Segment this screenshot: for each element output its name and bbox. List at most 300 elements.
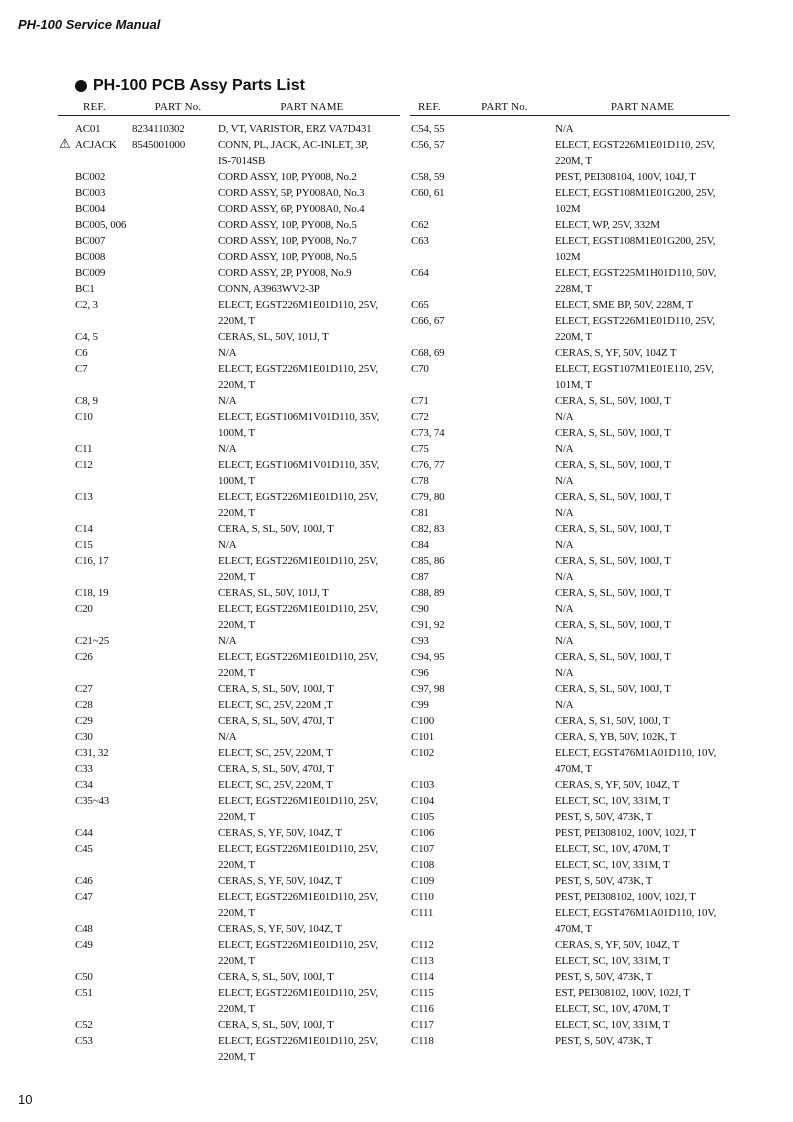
- cell-part-name: 220M, T: [218, 619, 255, 631]
- parts-table-right: [410, 99, 730, 1049]
- cell-ref: C85, 86: [411, 555, 445, 567]
- table-row: [410, 953, 730, 969]
- cell-part-name: N/A: [555, 571, 574, 583]
- table-row: [410, 585, 730, 601]
- table-row: [58, 729, 400, 745]
- cell-ref: [410, 201, 555, 217]
- cell-part-name: CORD ASSY, 10P, PY008, No.2: [218, 171, 357, 183]
- cell-part-name: CERA, S, SL, 50V, 100J, T: [555, 395, 671, 407]
- cell-ref: C96: [411, 667, 429, 679]
- cell-part-name: N/A: [555, 667, 574, 679]
- cell-part-no: [132, 425, 218, 441]
- header-part-name: PART NAME: [280, 101, 344, 113]
- cell-part-name: PEST, S, 50V, 473K, T: [555, 971, 653, 983]
- cell-part-no: [132, 329, 218, 345]
- cell-part-name: 220M, T: [218, 571, 255, 583]
- table-row: [410, 345, 730, 361]
- cell-part-name: CORD ASSY, 5P, PY008A0, No.3: [218, 187, 365, 199]
- table-row: [58, 969, 400, 985]
- cell-part-no: [132, 633, 218, 649]
- cell-ref: C65: [411, 299, 429, 311]
- cell-ref: C88, 89: [411, 587, 445, 599]
- cell-ref: C81: [411, 507, 429, 519]
- cell-part-no: [132, 601, 218, 617]
- cell-part-name: PEST, S, 50V, 473K, T: [555, 1035, 653, 1047]
- cell-ref: C113: [411, 955, 434, 967]
- cell-part-name: 220M, T: [218, 379, 255, 391]
- table-header: [410, 99, 730, 116]
- cell-part-name: PEST, PEI308102, 100V, 102J, T: [555, 891, 696, 903]
- cell-ref: [58, 617, 132, 633]
- cell-ref: [58, 377, 132, 393]
- cell-ref: C100: [411, 715, 435, 727]
- cell-part-no: [132, 553, 218, 569]
- table-row: [410, 665, 730, 681]
- cell-ref: C115: [411, 987, 434, 999]
- table-row: [410, 329, 730, 345]
- cell-part-no: [132, 649, 218, 665]
- table-row: [58, 329, 400, 345]
- table-body-right: [410, 116, 730, 1049]
- cell-ref: C53: [75, 1035, 93, 1047]
- cell-ref: C109: [411, 875, 435, 887]
- table-body-left: [58, 116, 400, 1065]
- cell-ref: C76, 77: [411, 459, 445, 471]
- table-row: [58, 537, 400, 553]
- cell-part-name: N/A: [555, 539, 574, 551]
- cell-ref: C44: [75, 827, 93, 839]
- cell-part-name: ELECT, EGST226M1E01D110, 25V,: [218, 651, 378, 663]
- cell-part-name: ELECT, SC, 10V, 470M, T: [555, 1003, 670, 1015]
- cell-ref: C50: [75, 971, 93, 983]
- cell-part-no: [132, 729, 218, 745]
- cell-part-name: N/A: [218, 635, 237, 647]
- cell-ref: C8, 9: [75, 395, 98, 407]
- cell-ref: C104: [411, 795, 435, 807]
- header-ref: REF.: [418, 101, 441, 113]
- table-row: [58, 393, 400, 409]
- cell-part-name: ELECT, SC, 10V, 331M, T: [555, 859, 670, 871]
- cell-part-no: [132, 1017, 218, 1033]
- table-row: [410, 185, 730, 201]
- cell-part-name: 470M, T: [555, 763, 592, 775]
- cell-part-name: CERAS, S, YF, 50V, 104Z, T: [218, 923, 342, 935]
- warning-icon: ⚠: [59, 137, 71, 152]
- table-row: [410, 761, 730, 777]
- cell-part-name: ELECT, EGST226M1E01D110, 25V,: [218, 795, 378, 807]
- cell-part-name: N/A: [555, 603, 574, 615]
- cell-part-name: 100M, T: [218, 427, 255, 439]
- cell-part-no: [132, 457, 218, 473]
- cell-ref: C62: [411, 219, 429, 231]
- table-row: [58, 473, 400, 489]
- cell-part-name: ELECT, EGST226M1E01D110, 25V,: [218, 939, 378, 951]
- cell-part-name: ELECT, EGST476M1A01D110, 10V,: [555, 907, 717, 919]
- bullet-icon: [75, 80, 87, 92]
- cell-part-no: 8234110302: [132, 123, 185, 135]
- cell-part-name: CERA, S, SL, 50V, 470J, T: [218, 715, 334, 727]
- cell-part-name: 220M, T: [218, 507, 255, 519]
- cell-ref: BC007: [75, 235, 106, 247]
- cell-ref: BC003: [75, 187, 106, 199]
- cell-part-no: [132, 873, 218, 889]
- cell-part-name: CERAS, S, YF, 50V, 104Z, T: [555, 939, 679, 951]
- table-row: [410, 553, 730, 569]
- table-row: [58, 873, 400, 889]
- cell-ref: C63: [411, 235, 429, 247]
- cell-part-name: D, VT, VARISTOR, ERZ VA7D431: [218, 123, 372, 135]
- table-row: [410, 409, 730, 425]
- cell-part-no: [132, 521, 218, 537]
- cell-part-no: 8545001000: [132, 139, 186, 151]
- cell-part-name: N/A: [555, 411, 574, 423]
- table-row: [58, 905, 400, 921]
- cell-part-name: 220M, T: [218, 315, 255, 327]
- cell-ref: C16, 17: [75, 555, 109, 567]
- cell-part-name: 102M: [555, 251, 581, 263]
- cell-part-name: N/A: [218, 731, 237, 743]
- cell-ref: C11: [75, 443, 93, 455]
- table-row: [410, 569, 730, 585]
- cell-part-name: 220M, T: [555, 155, 592, 167]
- table-row: [410, 537, 730, 553]
- cell-ref: C29: [75, 715, 93, 727]
- cell-part-no: [132, 217, 218, 233]
- cell-part-no: [132, 537, 218, 553]
- cell-part-name: ELECT, EGST226M1E01D110, 25V,: [218, 1035, 378, 1047]
- table-row: [58, 265, 400, 281]
- table-row: [58, 841, 400, 857]
- header-part-name: PART NAME: [610, 101, 675, 113]
- cell-ref: C73, 74: [411, 427, 445, 439]
- cell-ref: C102: [411, 747, 435, 759]
- table-row: [410, 201, 730, 217]
- cell-part-name: ELECT, EGST226M1E01D110, 25V,: [555, 315, 715, 327]
- table-row: [58, 857, 400, 873]
- cell-part-name: N/A: [555, 443, 574, 455]
- cell-ref: C51: [75, 987, 93, 999]
- cell-part-no: [132, 937, 218, 953]
- section-title: [75, 77, 305, 95]
- cell-ref: AC01: [75, 123, 101, 135]
- cell-ref: [58, 1001, 132, 1017]
- table-row: [410, 841, 730, 857]
- cell-ref: C101: [411, 731, 435, 743]
- cell-part-name: 220M, T: [555, 331, 592, 343]
- table-row: [58, 137, 400, 153]
- cell-ref: [410, 249, 555, 265]
- cell-part-name: 220M, T: [218, 907, 255, 919]
- table-row: [58, 777, 400, 793]
- cell-part-name: CERAS, S, YF, 50V, 104Z T: [555, 347, 677, 359]
- cell-part-name: ELECT, EGST107M1E01E110, 25V,: [555, 363, 714, 375]
- cell-part-name: ELECT, EGST226M1E01D110, 25V,: [218, 891, 378, 903]
- table-row: [58, 921, 400, 937]
- cell-part-name: 220M, T: [218, 811, 255, 823]
- cell-ref: C14: [75, 523, 93, 535]
- cell-part-name: CERA, S, SL, 50V, 100J, T: [555, 459, 671, 471]
- cell-ref: [58, 953, 132, 969]
- cell-part-name: ELECT, EGST108M1E01G200, 25V,: [555, 235, 716, 247]
- cell-part-name: CERA, S, SL, 50V, 100J, T: [555, 619, 671, 631]
- table-row: [410, 249, 730, 265]
- cell-part-name: CERA, S, S1, 50V, 100J, T: [555, 715, 670, 727]
- cell-part-no: [132, 569, 218, 585]
- cell-part-name: ELECT, EGST476M1A01D110, 10V,: [555, 747, 717, 759]
- table-row: [58, 713, 400, 729]
- cell-ref: C87: [411, 571, 429, 583]
- header-part-no: PART No.: [481, 101, 528, 113]
- cell-part-name: 220M, T: [218, 667, 255, 679]
- cell-ref: ACJACK: [75, 139, 117, 151]
- cell-ref: C110: [411, 891, 434, 903]
- cell-part-name: CERA, S, SL, 50V, 100J, T: [555, 683, 671, 695]
- cell-part-no: [132, 617, 218, 633]
- table-row: [58, 345, 400, 361]
- cell-part-name: ELECT, SC, 10V, 470M, T: [555, 843, 670, 855]
- cell-ref: C15: [75, 539, 93, 551]
- cell-part-no: [132, 377, 218, 393]
- cell-ref: [58, 665, 132, 681]
- cell-part-name: N/A: [555, 635, 574, 647]
- cell-ref: C94, 95: [411, 651, 445, 663]
- cell-part-name: ELECT, SC, 10V, 331M, T: [555, 1019, 670, 1031]
- cell-part-no: [132, 921, 218, 937]
- table-row: [410, 393, 730, 409]
- cell-ref: [410, 281, 555, 297]
- table-row: [410, 985, 730, 1001]
- cell-ref: C105: [411, 811, 435, 823]
- table-row: [410, 777, 730, 793]
- cell-ref: C58, 59: [411, 171, 445, 183]
- table-row: [410, 137, 730, 153]
- cell-ref: C112: [411, 939, 434, 951]
- cell-part-no: [132, 409, 218, 425]
- cell-part-name: CORD ASSY, 10P, PY008, No.5: [218, 251, 357, 263]
- table-row: [58, 1017, 400, 1033]
- cell-part-name: ELECT, EGST106M1V01D110, 35V,: [218, 411, 380, 423]
- cell-part-no: [132, 1033, 218, 1049]
- table-row: [58, 1033, 400, 1049]
- cell-ref: C49: [75, 939, 93, 951]
- table-row: [58, 249, 400, 265]
- cell-part-name: ELECT, EGST226M1E01D110, 25V,: [218, 363, 378, 375]
- cell-part-no: [132, 761, 218, 777]
- cell-ref: BC004: [75, 203, 106, 215]
- table-row: [410, 617, 730, 633]
- header-ref: REF.: [83, 101, 106, 113]
- cell-part-no: [132, 201, 218, 217]
- cell-part-name: CORD ASSY, 6P, PY008A0, No.4: [218, 203, 365, 215]
- cell-part-name: EST, PEI308102, 100V, 102J, T: [555, 987, 690, 999]
- cell-part-no: [132, 1001, 218, 1017]
- cell-part-name: ELECT, EGST106M1V01D110, 35V,: [218, 459, 380, 471]
- cell-ref: C106: [411, 827, 435, 839]
- cell-part-name: CORD ASSY, 10P, PY008, No.7: [218, 235, 357, 247]
- cell-part-name: CONN, PL, JACK, AC-INLET, 3P,: [218, 139, 369, 151]
- cell-ref: C71: [411, 395, 429, 407]
- cell-part-name: CERAS, S, YF, 50V, 104Z, T: [218, 875, 342, 887]
- cell-part-name: CERA, S, SL, 50V, 100J, T: [555, 651, 671, 663]
- table-row: [58, 505, 400, 521]
- table-row: [410, 681, 730, 697]
- table-row: [58, 185, 400, 201]
- cell-part-name: PEST, S, 50V, 473K, T: [555, 811, 653, 823]
- table-row: [410, 121, 730, 137]
- cell-ref: [58, 809, 132, 825]
- cell-ref: BC1: [75, 283, 95, 295]
- cell-part-name: ELECT, SME BP, 50V, 228M, T: [555, 299, 693, 311]
- table-row: [58, 649, 400, 665]
- table-row: [58, 233, 400, 249]
- cell-ref: C28: [75, 699, 93, 711]
- cell-part-name: ELECT, EGST226M1E01D110, 25V,: [218, 987, 378, 999]
- cell-ref: C45: [75, 843, 93, 855]
- table-row: [410, 1033, 730, 1049]
- cell-part-no: [132, 505, 218, 521]
- cell-part-no: [132, 841, 218, 857]
- cell-ref: C18, 19: [75, 587, 109, 599]
- cell-part-no: [132, 1049, 218, 1065]
- table-row: [410, 425, 730, 441]
- cell-part-no: [132, 665, 218, 681]
- table-row: [410, 809, 730, 825]
- cell-part-no: [132, 889, 218, 905]
- cell-ref: C31, 32: [75, 747, 109, 759]
- table-row: [410, 1001, 730, 1017]
- table-row: [410, 793, 730, 809]
- table-row: [58, 745, 400, 761]
- section-title-text: PH-100 PCB Assy Parts List: [93, 77, 305, 94]
- table-row: [58, 697, 400, 713]
- running-header: PH-100 Service Manual: [18, 17, 161, 32]
- cell-part-no: [132, 185, 218, 201]
- cell-part-no: [132, 297, 218, 313]
- table-row: [410, 921, 730, 937]
- table-row: [58, 601, 400, 617]
- cell-ref: C34: [75, 779, 93, 791]
- cell-part-name: ELECT, SC, 25V, 220M ,T: [218, 699, 333, 711]
- cell-ref: [58, 505, 132, 521]
- cell-part-name: N/A: [555, 475, 574, 487]
- cell-part-name: CERA, S, SL, 50V, 100J, T: [555, 555, 671, 567]
- table-row: [58, 569, 400, 585]
- cell-part-name: ELECT, SC, 10V, 331M, T: [555, 955, 670, 967]
- cell-ref: C26: [75, 651, 93, 663]
- cell-ref: C64: [411, 267, 429, 279]
- cell-part-name: N/A: [218, 443, 237, 455]
- cell-ref: C91, 92: [411, 619, 445, 631]
- cell-part-name: N/A: [218, 539, 237, 551]
- cell-part-name: N/A: [555, 507, 574, 519]
- table-row: [410, 377, 730, 393]
- cell-ref: [58, 1049, 132, 1065]
- cell-ref: C27: [75, 683, 93, 695]
- cell-part-name: CERA, S, SL, 50V, 470J, T: [218, 763, 334, 775]
- table-row: [410, 521, 730, 537]
- table-row: [58, 985, 400, 1001]
- table-row: [58, 153, 400, 169]
- table-row: [410, 649, 730, 665]
- cell-part-name: CERA, S, SL, 50V, 100J, T: [555, 587, 671, 599]
- cell-ref: C60, 61: [411, 187, 445, 199]
- table-row: [410, 457, 730, 473]
- cell-part-name: PEST, PEI308102, 100V, 102J, T: [555, 827, 696, 839]
- cell-part-name: CERAS, S, YF, 50V, 104Z, T: [555, 779, 679, 791]
- cell-part-no: [132, 281, 218, 297]
- table-row: [58, 761, 400, 777]
- cell-part-name: CONN, A3963WV2-3P: [218, 283, 320, 295]
- cell-part-no: [132, 969, 218, 985]
- cell-ref: C54, 55: [411, 123, 445, 135]
- cell-ref: C107: [411, 843, 435, 855]
- table-row: [410, 889, 730, 905]
- cell-part-no: [132, 265, 218, 281]
- table-row: [58, 809, 400, 825]
- cell-part-name: CERAS, SL, 50V, 101J, T: [218, 587, 329, 599]
- cell-part-name: ELECT, EGST226M1E01D110, 25V,: [555, 139, 715, 151]
- cell-ref: [58, 425, 132, 441]
- table-row: [410, 505, 730, 521]
- cell-ref: C72: [411, 411, 429, 423]
- cell-part-name: N/A: [218, 395, 237, 407]
- table-row: [410, 697, 730, 713]
- cell-part-name: CORD ASSY, 2P, PY008, No.9: [218, 267, 352, 279]
- cell-ref: C75: [411, 443, 429, 455]
- cell-part-name: CERA, S, SL, 50V, 100J, T: [555, 523, 671, 535]
- cell-part-no: [132, 681, 218, 697]
- cell-part-name: N/A: [218, 347, 237, 359]
- table-row: [58, 1001, 400, 1017]
- cell-ref: C30: [75, 731, 93, 743]
- cell-part-name: CERA, S, SL, 50V, 100J, T: [218, 523, 334, 535]
- table-row: [58, 553, 400, 569]
- cell-ref: C111: [411, 907, 434, 919]
- cell-ref: C13: [75, 491, 93, 503]
- cell-part-name: 470M, T: [555, 923, 592, 935]
- cell-ref: BC008: [75, 251, 106, 263]
- cell-ref: [410, 153, 555, 169]
- table-row: [410, 297, 730, 313]
- cell-part-no: [132, 825, 218, 841]
- cell-ref: [58, 569, 132, 585]
- cell-part-name: 102M: [555, 203, 581, 215]
- table-row: [58, 217, 400, 233]
- cell-part-name: CERA, S, SL, 50V, 100J, T: [218, 1019, 334, 1031]
- table-row: [410, 745, 730, 761]
- cell-part-name: CERA, S, SL, 50V, 100J, T: [218, 971, 334, 983]
- table-row: [410, 265, 730, 281]
- cell-ref: BC002: [75, 171, 106, 183]
- cell-ref: [410, 761, 555, 777]
- cell-part-name: 220M, T: [218, 859, 255, 871]
- cell-part-no: [132, 361, 218, 377]
- cell-ref: C35~43: [75, 795, 110, 807]
- cell-ref: C114: [411, 971, 434, 983]
- cell-part-no: [132, 169, 218, 185]
- cell-ref: C78: [411, 475, 429, 487]
- cell-part-name: PEST, S, 50V, 473K, T: [555, 875, 653, 887]
- cell-ref: C90: [411, 603, 429, 615]
- table-row: [58, 313, 400, 329]
- cell-part-no: [132, 905, 218, 921]
- table-row: [58, 681, 400, 697]
- table-row: [58, 1049, 400, 1065]
- table-row: [58, 201, 400, 217]
- table-row: [58, 281, 400, 297]
- table-row: [58, 937, 400, 953]
- cell-part-name: N/A: [555, 699, 574, 711]
